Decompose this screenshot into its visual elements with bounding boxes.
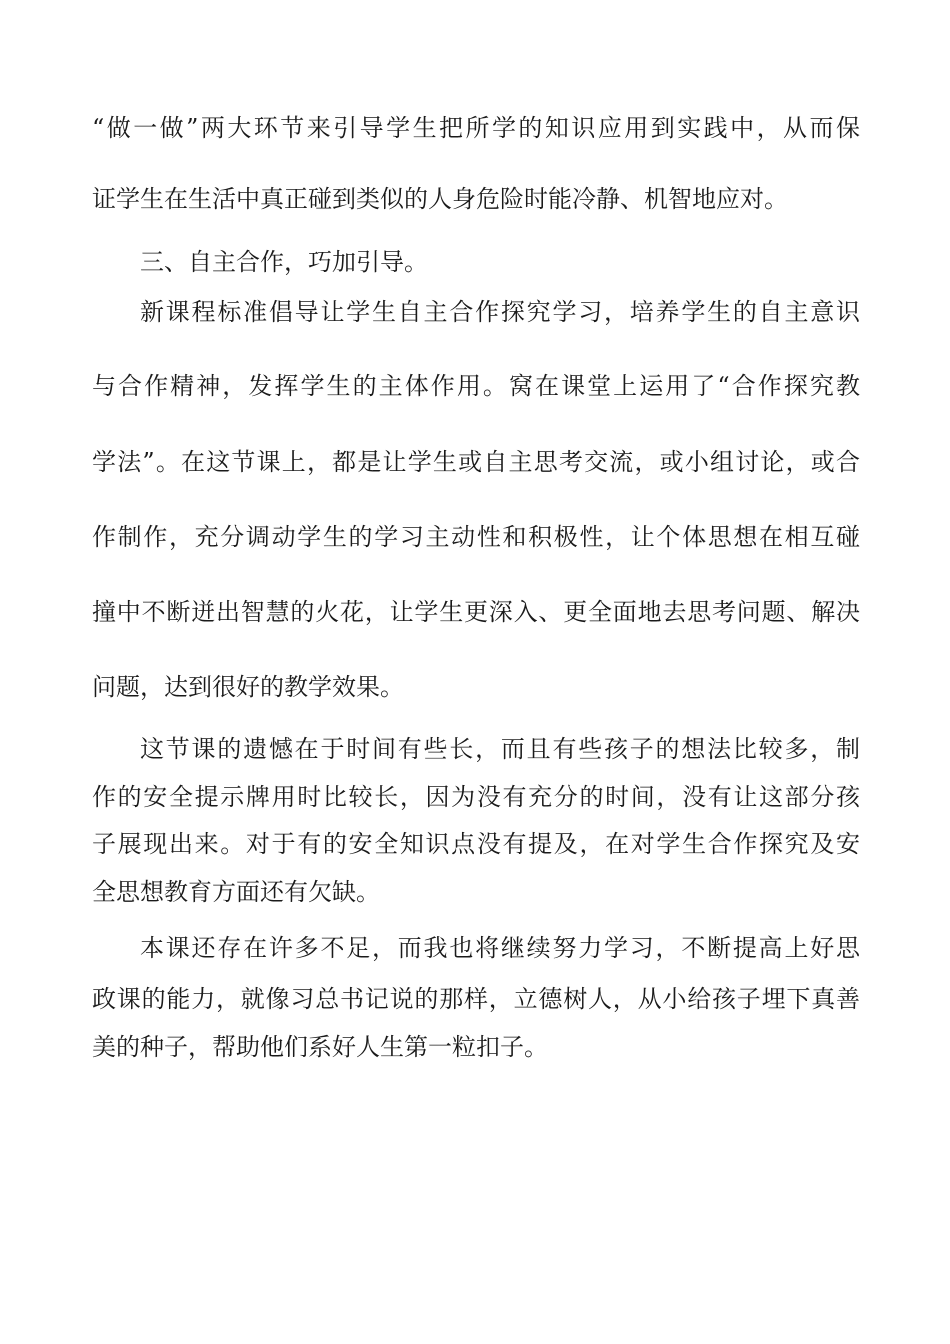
text-line-7: 作制作，充分调动学生的学习主动性和积极性，让个体思想在相互碰 [92, 523, 860, 551]
text-line-2: 证学生在生活中真正碰到类似的人身危险时能冷静、机智地应对。 [92, 185, 788, 213]
text-line-4: 新课程标准倡导让学生自主合作探究学习，培养学生的自主意识 [140, 298, 860, 326]
section-heading: 三、自主合作，巧加引导。 [140, 248, 428, 276]
text-line-12: 子展现出来。对于有的安全知识点没有提及，在对学生合作探究及安 [92, 830, 860, 858]
text-line-10: 这节课的遗憾在于时间有些长，而且有些孩子的想法比较多，制 [140, 735, 860, 763]
text-line-1: “做一做”两大环节来引导学生把所学的知识应用到实践中，从而保 [92, 114, 860, 142]
text-line-6: 学法”。在这节课上，都是让学生或自主思考交流，或小组讨论，或合 [92, 448, 860, 476]
text-line-14: 本课还存在许多不足，而我也将继续努力学习，不断提高上好思 [140, 934, 860, 962]
text-line-11: 作的安全提示牌用时比较长，因为没有充分的时间，没有让这部分孩 [92, 783, 860, 811]
text-line-5: 与合作精神，发挥学生的主体作用。窝在课堂上运用了“合作探究教 [92, 372, 860, 400]
text-line-9: 问题，达到很好的教学效果。 [92, 673, 404, 701]
text-line-16: 美的种子，帮助他们系好人生第一粒扣子。 [92, 1033, 548, 1061]
text-line-8: 撞中不断迸出智慧的火花，让学生更深入、更全面地去思考问题、解决 [92, 598, 860, 626]
text-line-13: 全思想教育方面还有欠缺。 [92, 878, 380, 906]
text-line-15: 政课的能力，就像习总书记说的那样，立德树人，从小给孩子埋下真善 [92, 985, 860, 1013]
